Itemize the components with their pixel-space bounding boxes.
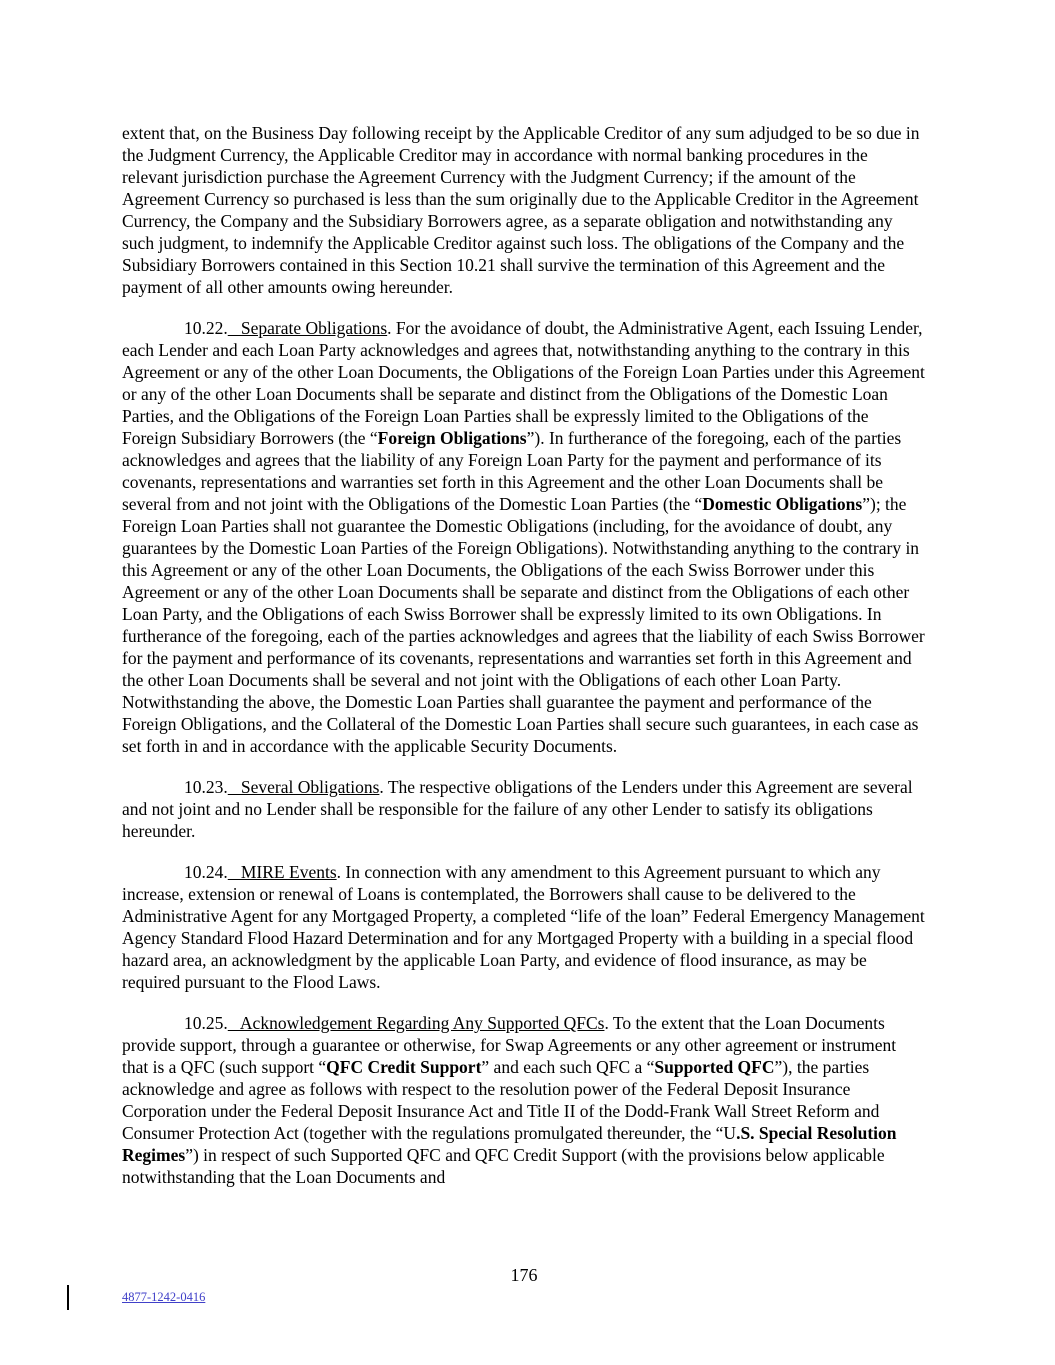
section-heading: Several Obligations [227,777,380,797]
paragraph-text: 10.23. [184,777,228,797]
paragraph-text: . For the avoidance of doubt, the Administrative Agent, each Issuing Lender, each Lender and each Loan Party acknowledges and agrees that, notwithstanding anything to the contrary in this Agreement or any of the other Loan Documents, the Obligations of the Foreign Loan Parties under this Agreement or any of the other Loan Documents shall be separate and distinct from the Obligations of the Domestic Loan Parties, and the Obligations of the Foreign Loan Parties shall be expressly limited to the Obligations of the Foreign Subsidiary Borrowers (the “ [122,318,930,448]
paragraph-text: . In connection with any amendment to this Agreement pursuant to which any increase, extension or renewal of Loans is contemplated, the Borrowers shall cause to be delivered to the Administrative Agent for any Mortgaged Property, a completed “life of the loan” Federal Emergency Management Agency Standard Flood Hazard Determination and for any Mortgaged Property with a building in a special flood hazard area, an acknowledgment by the applicable Loan Party, and evidence of flood insurance, as may be required pursuant to the Flood Laws. [122,862,929,992]
defined-term: Domestic Obligations [702,494,863,514]
section-heading: Separate Obligations [227,318,388,338]
paragraph-text: ”) in respect of such Supported QFC and QFC Credit Support (with the provisions below applicable notwithstanding that the Loan Documents and [122,1145,889,1187]
paragraph-text: . The respective obligations of the Lenders under this Agreement are several and not joint and no Lender shall be responsible for the failure of any other Lender to satisfy its obligations hereunder. [122,777,918,841]
paragraph-10-24-mire-events [122,861,929,993]
page-number: 176 [510,1265,538,1285]
paragraph-10-23-several-obligations [122,776,926,842]
section-heading: MIRE Events [227,862,337,882]
paragraph-text: 10.22. [184,318,228,338]
paragraph-text: ” and each such QFC a “ [481,1057,655,1077]
revision-bar [67,1285,69,1310]
defined-term: Foreign Obligations [377,428,527,448]
paragraph-text: 10.25. [184,1013,228,1033]
paragraph-text: extent that, on the Business Day following receipt by the Applicable Creditor of any sum adjudged to be so due in the Judgment Currency, the Applicable Creditor may in accordance with normal banking procedures in the relevant jurisdiction purchase the Agreement Currency with the Judgment Currency; if the amount of the Agreement Currency so purchased is less than the sum originally due to the Applicable Creditor in the Agreement Currency, the Company and the Subsidiary Borrowers agree, as a separate obligation and notwithstanding any such judgment, to indemnify the Applicable Creditor against such loss. The obligations of the Company and the Subsidiary Borrowers contained in this Section 10.21 shall survive the termination of this Agreement and the payment of all other amounts owing hereunder. [122,123,924,297]
paragraph-10-25-acknowledgement-qfcs [122,1012,926,1188]
section-heading: Acknowledgement Regarding Any Supported QFCs [227,1013,605,1033]
paragraph-10-21-continuation [122,122,926,298]
paragraph-text: ”), the parties acknowledge and agree as follows with respect to the resolution power of the Federal Deposit Insurance Corporation under the Federal Deposit Insurance Act and Title II of the Dodd-Frank Wall Street Reform and Consumer Protection Act (together with the regulations promulgated thereunder, the “U [122,1057,884,1143]
paragraph-text: . To the extent that the Loan Documents provide support, through a guarantee or otherwise, for Swap Agreements or any other agreement or instrument that is a QFC (such support “ [122,1013,901,1077]
defined-term: .S. Special Resolution Regimes [122,1123,901,1165]
defined-term: Supported QFC [654,1057,775,1077]
paragraph-10-22-separate-obligations [122,317,930,757]
paragraph-text: 10.24. [184,862,228,882]
document-body [122,122,930,1207]
defined-term: QFC Credit Support [326,1057,482,1077]
paragraph-text: ”). In furtherance of the foregoing, each of the parties acknowledges and agrees that the liability of any Foreign Loan Party for the payment and performance of its covenants, representations and warranties set forth in this Agreement and the other Loan Documents shall be several from and not joint with the Obligations of the Domestic Loan Parties (the “ [122,428,906,514]
document-stamp-link[interactable]: 4877-1242-0416 [122,1290,206,1304]
paragraph-text: ”); the Foreign Loan Parties shall not guarantee the Domestic Obligations (including, for the avoidance of doubt, any guarantees by the Domestic Loan Parties of the Foreign Obligations). Notwithstanding anything to the contrary in this Agreement or any of the other Loan Documents, the Obligations of the each Swiss Borrower under this Agreement or any of the other Loan Documents shall be separate and distinct from the Obligations of each other Loan Party, and the Obligations of each Swiss Borrower shall be expressly limited to its own Obligations. In furtherance of the foregoing, each of the parties acknowledges and agrees that the liability of each Swiss Borrower for the payment and performance of its covenants, representations and warranties set forth in this Agreement and the other Loan Documents shall be several and not joint with the Obligations of each other Loan Party. Notwithstanding the above, the Domestic Loan Parties shall guarantee the payment and performance of the Foreign Obligations, and the Collateral of the Domestic Loan Parties shall secure such guarantees, in each case as set forth in and in accordance with the applicable Security Documents. [122,494,930,756]
